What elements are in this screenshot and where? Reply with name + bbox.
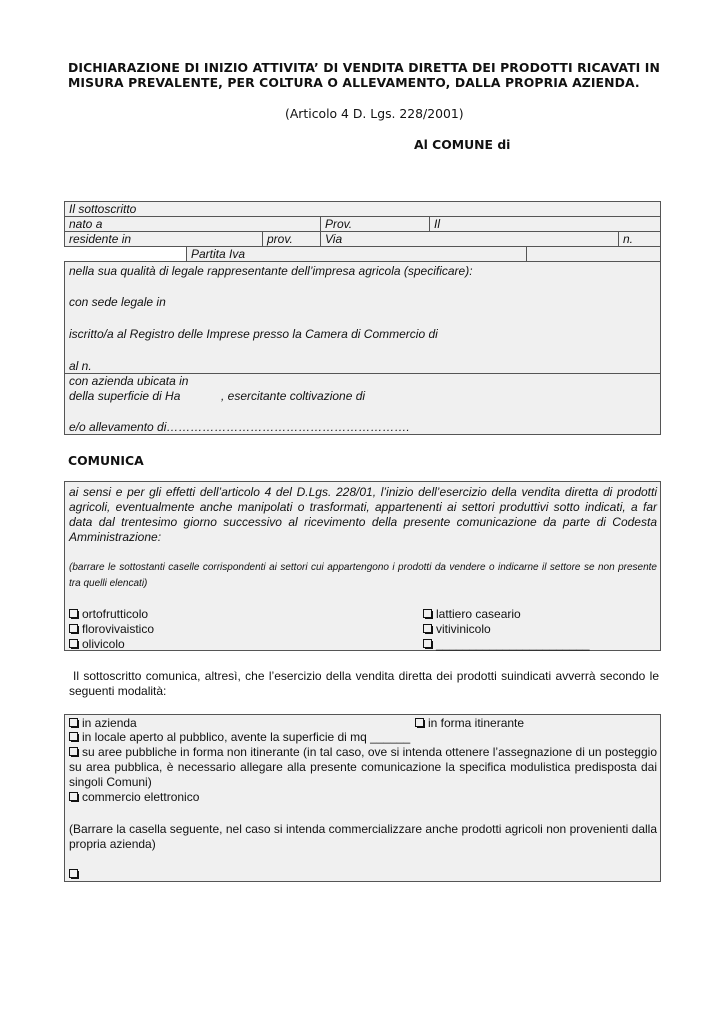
- label-n: n.: [623, 232, 634, 246]
- checkbox-icon[interactable]: [69, 609, 78, 618]
- sector-florovivaistico[interactable]: [69, 622, 154, 636]
- comunica-heading: COMUNICA: [68, 453, 144, 468]
- label-prov-residenza: prov.: [267, 232, 293, 246]
- label-via: Via: [325, 232, 343, 246]
- checkbox-icon[interactable]: [423, 609, 432, 618]
- sector-vitivinicolo[interactable]: [423, 622, 491, 636]
- label-allevamento: e/o allevamento di…………………………………………………….: [69, 420, 410, 434]
- recipient-comune: Al COMUNE di: [414, 137, 511, 152]
- label-superficie: della superficie di Ha: [69, 389, 181, 403]
- barrare-note: (Barrare la casella seguente, nel caso si intenda commercializzare anche prodotti agricoli non provenienti dalla propria azienda): [69, 822, 657, 851]
- checkbox-icon[interactable]: [69, 747, 78, 756]
- label-legale: nella sua qualità di legale rappresentante dell’impresa agricola (specificare):: [69, 264, 473, 278]
- sector-label: ortofrutticolo: [82, 607, 149, 621]
- label-al-n: al n.: [69, 359, 92, 373]
- checkbox-icon[interactable]: [69, 718, 78, 727]
- sector-lattiero-caseario[interactable]: [423, 607, 521, 621]
- sector-other[interactable]: [423, 637, 590, 651]
- option-aree-pubbliche[interactable]: [69, 745, 657, 790]
- field-prov-nascita[interactable]: [320, 216, 430, 232]
- checkbox-icon[interactable]: [423, 639, 432, 648]
- sector-label: vitivinicolo: [436, 622, 491, 636]
- checkbox-icon[interactable]: [69, 792, 78, 801]
- comunica-text: ai sensi e per gli effetti dell’articolo 4 del D.Lgs. 228/01, l’inizio dell’esercizio della vendita diretta di prodotti agricoli, eventualmente anche manipolati o trasformati, appartenenti ai settori produttivi sotto indicati, a far data dal trentesimo giorno successivo al ricevimento della presente comunicazione da parte di Codesta Amministrazione:: [69, 485, 657, 544]
- label-nato-a: nato a: [69, 217, 103, 231]
- field-nato-a[interactable]: [64, 216, 321, 232]
- label-coltivazione: , esercitante coltivazione di: [221, 389, 366, 403]
- field-partita-iva[interactable]: [186, 246, 527, 262]
- label-residente: residente in: [69, 232, 132, 246]
- document-title: DICHIARAZIONE DI INIZIO ATTIVITA’ DI VENDITA DIRETTA DEI PRODOTTI RICAVATI IN MISURA PREVALENTE, PER COLTURA O ALLEVAMENTO, DALLA PROPRIA AZIENDA.: [68, 60, 660, 90]
- field-data-nascita[interactable]: [429, 216, 661, 232]
- article-reference: (Articolo 4 D. Lgs. 228/2001): [285, 106, 464, 121]
- option-label: in azienda: [82, 716, 137, 730]
- field-prov-residenza[interactable]: [262, 231, 321, 247]
- option-locale[interactable]: [69, 730, 410, 744]
- option-elettronico[interactable]: [69, 790, 199, 804]
- modalita-intro: Il sottoscritto comunica, altresì, che l’esercizio della vendita diretta dei prodotti suindicati avverrà secondo le seguenti modalità:: [69, 669, 659, 698]
- sector-label: florovivaistico: [82, 622, 155, 636]
- label-ubicata: con azienda ubicata in: [69, 374, 189, 388]
- label-il: Il: [434, 217, 440, 231]
- checkbox-icon[interactable]: [415, 718, 424, 727]
- label-iscritto: iscritto/a al Registro delle Imprese presso la Camera di Commercio di: [69, 327, 438, 341]
- option-label: in forma itinerante: [428, 716, 525, 730]
- option-label: su aree pubbliche in forma non itinerante (in tal caso, ove si intenda ottenere l’assegnazione di un posteggio su area pubblica, è necessario allegare alla presente comunicazione la specifica modulistica predisposta dai singoli Comuni): [69, 745, 657, 789]
- label-prov: Prov.: [325, 217, 353, 231]
- checkbox-icon[interactable]: [69, 732, 78, 741]
- label-sede: con sede legale in: [69, 295, 166, 309]
- checkbox-icon[interactable]: [69, 624, 78, 633]
- field-residente[interactable]: [64, 231, 263, 247]
- label-sottoscritto: Il sottoscritto: [69, 202, 137, 216]
- sector-label: lattiero caseario: [436, 607, 521, 621]
- checkbox-icon[interactable]: [69, 639, 78, 648]
- sector-other-blank: _______________________: [436, 637, 590, 651]
- field-sottoscritto[interactable]: [64, 201, 661, 217]
- field-partita-iva-extra[interactable]: [526, 246, 661, 262]
- option-non-provenienti[interactable]: [69, 867, 82, 881]
- checkbox-icon[interactable]: [423, 624, 432, 633]
- comunica-note: (barrare le sottostanti caselle corrispondenti ai settori cui appartengono i prodotti da vendere o indicarne il settore se non presente tra quelli elencati): [69, 562, 657, 589]
- option-itinerante[interactable]: [415, 716, 524, 730]
- option-in-azienda[interactable]: [69, 716, 137, 730]
- sector-ortofrutticolo[interactable]: [69, 607, 148, 621]
- option-label: commercio elettronico: [82, 790, 200, 804]
- option-label: in locale aperto al pubblico, avente la superficie di mq ______: [82, 730, 411, 744]
- checkbox-icon[interactable]: [69, 869, 78, 878]
- field-civico[interactable]: [618, 231, 661, 247]
- sector-label: olivicolo: [82, 637, 125, 651]
- sector-olivicolo[interactable]: [69, 637, 125, 651]
- label-partita-iva: Partita Iva: [191, 247, 246, 261]
- field-via[interactable]: [320, 231, 619, 247]
